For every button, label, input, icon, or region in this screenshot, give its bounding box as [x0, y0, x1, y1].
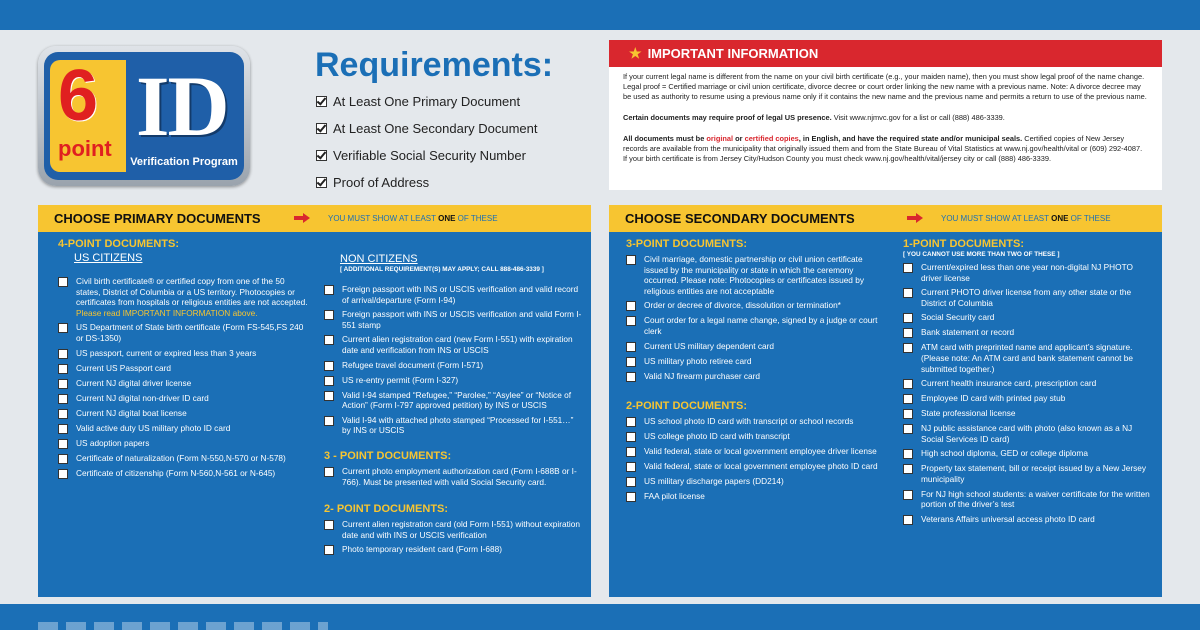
checkbox[interactable] — [58, 469, 68, 479]
item-label: Foreign passport with INS or USCIS verification and valid record of arrival/departure (Form I-94) — [342, 284, 579, 305]
item-label: FAA pilot license — [644, 490, 705, 501]
us-citizens-list — [58, 276, 308, 479]
item-label: Current alien registration card (old Form I-551) without expiration date and with INS or USCIS verification — [342, 519, 580, 540]
checkbox[interactable] — [324, 545, 334, 555]
document-item — [324, 544, 582, 555]
secondary-documents-panel — [609, 205, 1162, 597]
important-header — [609, 40, 1162, 67]
checkbox[interactable] — [58, 323, 68, 333]
requirement-item — [316, 169, 538, 196]
primary-header-note: YOU MUST SHOW AT LEAST ONE OF THESE — [328, 214, 498, 223]
item-label: Current/expired less than one year non-digital NJ PHOTO driver license — [921, 262, 1133, 283]
three-point-title: 3 - POINT DOCUMENTS: — [324, 449, 452, 462]
document-item — [903, 423, 1153, 444]
checkbox[interactable] — [58, 379, 68, 389]
two-point-list — [324, 519, 582, 555]
item-label: Social Security card — [921, 312, 995, 323]
document-item — [903, 514, 1153, 525]
document-item — [626, 476, 888, 487]
secondary-header-note: YOU MUST SHOW AT LEAST ONE OF THESE — [941, 214, 1111, 223]
primary-documents-panel — [38, 205, 591, 597]
important-paragraph-legal-presence: Certain documents may require proof of legal US presence. Visit www.njmvc.gov for a list or call (888) 486-3339. — [623, 113, 1005, 122]
item-label: Order or decree of divorce, dissolution or termination* — [644, 300, 841, 311]
checkbox[interactable] — [903, 328, 913, 338]
four-point-title: 4-POINT DOCUMENTS: — [58, 238, 179, 250]
secondary-three-point-title: 3-POINT DOCUMENTS: — [626, 238, 747, 250]
requirement-item — [316, 142, 538, 169]
item-label: NJ public assistance card with photo (also known as a NJ Social Services ID card) — [921, 423, 1133, 444]
checkbox[interactable] — [324, 376, 334, 386]
item-label: Valid NJ firearm purchaser card — [644, 370, 761, 381]
checkbox[interactable] — [903, 288, 913, 298]
one-point-list — [903, 262, 1153, 525]
checkbox[interactable] — [626, 477, 636, 487]
checkbox[interactable] — [324, 361, 334, 371]
item-label: Bank statement or record — [921, 327, 1015, 338]
secondary-header-title: CHOOSE SECONDARY DOCUMENTS — [625, 211, 855, 226]
item-label: At Least One Primary Document — [333, 94, 521, 109]
checkbox[interactable] — [626, 342, 636, 352]
document-item — [58, 322, 308, 343]
document-item — [324, 519, 582, 540]
primary-right-column — [324, 251, 582, 555]
bottom-banner — [0, 604, 1200, 630]
document-item — [324, 375, 582, 386]
important-title: IMPORTANT INFORMATION — [647, 46, 819, 61]
checkbox[interactable] — [316, 150, 327, 161]
document-item — [58, 423, 308, 434]
item-label: US re-entry permit (Form I-327) — [342, 374, 459, 385]
item-label: US adoption papers — [76, 437, 150, 448]
document-item — [58, 468, 308, 479]
checkbox[interactable] — [626, 316, 636, 326]
item-label: Employee ID card with printed pay stub — [921, 393, 1066, 404]
item-label: Refugee travel document (Form I-571) — [342, 359, 484, 370]
checkbox[interactable] — [903, 313, 913, 323]
star-icon: ★ — [629, 45, 642, 61]
item-label: State professional license — [921, 408, 1016, 419]
item-label: Valid active duty US military photo ID card — [76, 422, 231, 433]
top-banner — [0, 0, 1200, 30]
item-label: Current health insurance card, prescription card — [921, 378, 1097, 389]
checkbox[interactable] — [903, 343, 913, 353]
document-item — [903, 378, 1153, 389]
item-label: At Least One Secondary Document — [333, 121, 538, 136]
checkbox[interactable] — [626, 417, 636, 427]
document-item — [903, 287, 1153, 308]
item-label: US military discharge papers (DD214) — [644, 475, 784, 486]
checkbox[interactable] — [58, 439, 68, 449]
requirement-item — [316, 88, 538, 115]
non-citizens-note: [ ADDITIONAL REQUIREMENT(S) MAY APPLY; CALL 888-486-3339 ] — [340, 266, 544, 273]
checkbox[interactable] — [58, 454, 68, 464]
document-item — [903, 393, 1153, 404]
checkbox[interactable] — [626, 301, 636, 311]
item-label: High school diploma, GED or college diploma — [921, 448, 1088, 459]
requirements-list — [316, 88, 538, 196]
item-label: Photo temporary resident card (Form I-688) — [342, 544, 503, 555]
item-label: Foreign passport with INS or USCIS verification and valid Form I-551 stamp — [342, 309, 582, 330]
item-label: Court order for a legal name change, signed by a judge or court clerk — [644, 315, 878, 336]
item-label: US college photo ID card with transcript — [644, 430, 790, 441]
document-item — [324, 284, 582, 305]
checkbox[interactable] — [626, 432, 636, 442]
checkbox[interactable] — [626, 462, 636, 472]
secondary-two-point-title: 2-POINT DOCUMENTS: — [626, 399, 747, 412]
document-item — [58, 453, 308, 464]
document-item — [324, 309, 582, 330]
important-paragraph-name-change: If your current legal name is different from the name on your civil birth certificate (e.g., your maiden name), then you must show legal proof of the name change. Legal proof = Certified marriage or civil union certificate, divorce decree or court order linking the new name with a previous name. Note: A divorce decree may be used as authority to resume using a previous name only if it contains the new name and the previous name and permits a return to use of the previous name. — [623, 72, 1147, 101]
item-label: Current alien registration card (new Form I-551) with expiration date and verification from INS or USCIS — [342, 334, 573, 355]
primary-header-title: CHOOSE PRIMARY DOCUMENTS — [54, 211, 261, 226]
one-point-title: 1-POINT DOCUMENTS: — [903, 238, 1024, 250]
item-label: Verifiable Social Security Number — [333, 148, 526, 163]
item-label: Current NJ digital driver license — [76, 377, 192, 388]
document-item — [324, 466, 582, 487]
document-item — [903, 448, 1153, 459]
document-item — [626, 356, 888, 367]
logo-id: ID — [136, 58, 228, 154]
checkbox[interactable] — [58, 424, 68, 434]
document-item — [626, 461, 888, 472]
item-label: US Department of State birth certificate (Form FS-545,FS 240 or DS-1350) — [76, 322, 304, 343]
arrow-right-icon — [907, 213, 923, 223]
requirements-title: Requirements: — [315, 46, 554, 84]
item-label: ATM card with preprinted name and applicant’s signature. (Please note: An ATM card and bank statement cannot be submitted together.) — [921, 342, 1134, 374]
item-label: Current NJ digital non-driver ID card — [76, 392, 209, 403]
document-item — [626, 431, 888, 442]
document-item — [324, 334, 582, 355]
item-note: Please read IMPORTANT INFORMATION above. — [76, 307, 258, 318]
document-item — [626, 371, 888, 382]
checkbox[interactable] — [903, 263, 913, 273]
primary-header — [38, 205, 591, 232]
non-citizens-title: NON CITIZENS — [340, 253, 418, 265]
document-item — [903, 262, 1153, 283]
primary-left-column — [58, 238, 308, 479]
document-item — [626, 491, 888, 502]
checkbox[interactable] — [903, 490, 913, 500]
checkbox[interactable] — [324, 416, 334, 426]
item-label: Proof of Address — [333, 175, 430, 190]
checkbox[interactable] — [316, 177, 327, 188]
important-information-box — [609, 40, 1162, 190]
document-item — [626, 254, 888, 296]
checkbox[interactable] — [626, 357, 636, 367]
item-label: Property tax statement, bill or receipt issued by a New Jersey municipality — [921, 463, 1147, 484]
secondary-header — [609, 205, 1162, 232]
checkbox[interactable] — [324, 467, 334, 477]
checkbox[interactable] — [316, 123, 327, 134]
item-label: Valid I-94 with attached photo stamped “Processed for I-551…” by INS or USCIS — [342, 414, 574, 436]
checkbox[interactable] — [324, 285, 334, 295]
document-item — [58, 363, 308, 374]
checkbox[interactable] — [903, 379, 913, 389]
three-point-list — [324, 466, 582, 487]
checkbox[interactable] — [626, 447, 636, 457]
checkbox[interactable] — [324, 391, 334, 401]
item-label: For NJ high school students: a waiver certificate for the written portion of the driver’s test — [921, 488, 1150, 510]
item-label: Valid I-94 stamped “Refugee,” “Parolee,” “Asylee” or “Notice of Action” (Form I-797 approved petition) by INS or USCIS — [342, 389, 572, 411]
item-label: Current photo employment authorization card (Form I-688B or I-766). Must be presented with valid Social Security card. — [342, 465, 577, 487]
secondary-right-column — [903, 238, 1153, 525]
item-label: Valid federal, state or local government employee photo ID card — [644, 460, 878, 471]
important-paragraph-originals: All documents must be original or certified copies, in English, and have the required state and/or municipal seals. Certified copies of New Jersey records are available from the municipality that originally issued them and from the State Bureau of Vital Statistics at www.nj.gov/health/vital or (609) 292-4087. If your birth certificate is from Jersey City/Hudson County you must check www.nj.gov/health/vital/jersey city or call (888) 486-3339. — [623, 134, 1143, 163]
item-label: Current NJ digital boat license — [76, 407, 187, 418]
logo-point: point — [58, 136, 112, 161]
checkbox[interactable] — [903, 464, 913, 474]
document-item — [58, 393, 308, 404]
document-item — [58, 438, 308, 449]
document-item — [903, 342, 1153, 374]
item-label: Current US Passport card — [76, 362, 171, 373]
checkbox[interactable] — [58, 409, 68, 419]
checkbox[interactable] — [903, 449, 913, 459]
checkbox[interactable] — [58, 349, 68, 359]
document-item — [626, 300, 888, 311]
checkbox[interactable] — [626, 372, 636, 382]
checkbox[interactable] — [903, 409, 913, 419]
document-item — [903, 463, 1153, 484]
requirement-item — [316, 115, 538, 142]
document-item — [58, 348, 308, 359]
checkbox[interactable] — [324, 335, 334, 345]
logo-number: 6 — [58, 56, 99, 136]
checkbox[interactable] — [903, 394, 913, 404]
checkbox[interactable] — [324, 310, 334, 320]
item-label: Civil marriage, domestic partnership or civil union certificate issued by the municipality or state in which the ceremony occurred. Please note: Photocopies or certificates issued by religious entities are not acceptable — [644, 254, 864, 296]
checkbox[interactable] — [626, 492, 636, 502]
document-item — [903, 489, 1153, 510]
document-item — [58, 408, 308, 419]
document-item — [58, 378, 308, 389]
checkbox[interactable] — [58, 364, 68, 374]
one-point-note: [ YOU CANNOT USE MORE THAN TWO OF THESE ] — [903, 251, 1060, 258]
document-item — [58, 276, 308, 318]
document-item — [626, 315, 888, 336]
two-point-title: 2- POINT DOCUMENTS: — [324, 503, 449, 516]
item-label: Valid federal, state or local government employee driver license — [644, 445, 877, 456]
item-label: Certificate of naturalization (Form N-550,N-570 or N-578) — [76, 452, 286, 463]
document-item — [626, 446, 888, 457]
item-label: Certificate of citizenship (Form N-560,N-561 or N-645) — [76, 467, 276, 478]
secondary-three-point-list — [626, 254, 888, 382]
document-item — [626, 341, 888, 352]
checkbox[interactable] — [903, 424, 913, 434]
document-item — [324, 415, 582, 436]
document-item — [626, 416, 888, 427]
us-citizens-title: US CITIZENS — [74, 252, 143, 264]
document-item — [324, 360, 582, 371]
item-label: Civil birth certificate® or certified copy from one of the 50 states, District of Columbia or a US territory. Photocopies or certificates from hospitals or religious entities are not accepted. — [76, 276, 308, 308]
secondary-left-column — [626, 238, 888, 502]
item-label: Current PHOTO driver license from any other state or the District of Columbia — [921, 287, 1132, 308]
secondary-two-point-list — [626, 416, 888, 502]
six-point-id-logo — [38, 46, 250, 186]
checkbox[interactable] — [316, 96, 327, 107]
checkbox[interactable] — [58, 277, 68, 287]
arrow-right-icon — [294, 213, 310, 223]
item-label: Current US military dependent card — [644, 340, 775, 351]
checkbox[interactable] — [58, 394, 68, 404]
item-label: US passport, current or expired less than 3 years — [76, 347, 257, 358]
non-citizens-list — [324, 284, 582, 436]
item-label: Veterans Affairs universal access photo ID card — [921, 513, 1095, 524]
checkbox[interactable] — [626, 255, 636, 265]
document-item — [903, 312, 1153, 323]
item-label: US military photo retiree card — [644, 355, 752, 366]
document-item — [903, 408, 1153, 419]
item-label: US school photo ID card with transcript or school records — [644, 415, 854, 426]
document-item — [903, 327, 1153, 338]
checkbox[interactable] — [324, 520, 334, 530]
logo-program: Verification Program — [130, 156, 238, 168]
checkbox[interactable] — [903, 515, 913, 525]
document-item — [324, 390, 582, 411]
